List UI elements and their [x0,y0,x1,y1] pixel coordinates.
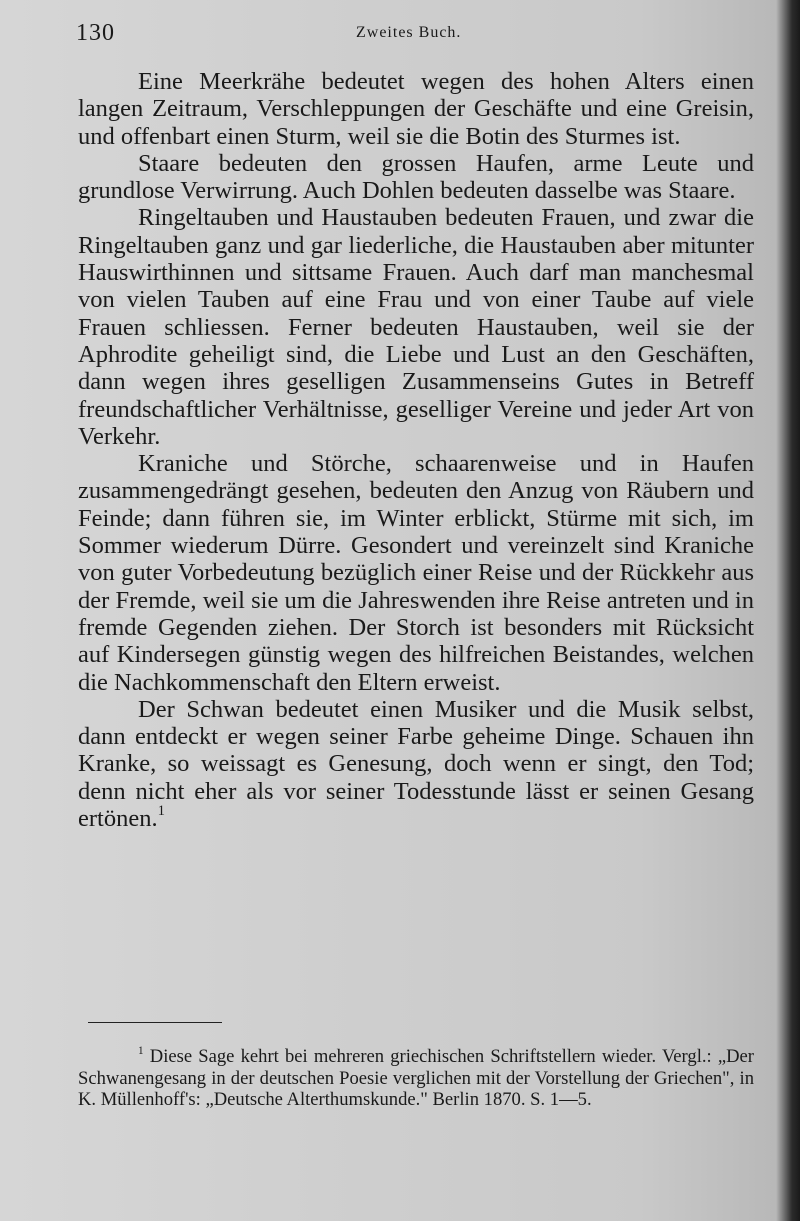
paragraph-meerkraehe: Eine Meerkrähe bedeutet wegen des hohen Alters einen langen Zeitraum, Verschleppungen der Geschäfte und eine Greisin, und offenbart einen Sturm, weil sie die Botin des Sturmes ist. [78,68,754,150]
paragraph-kraniche: Kraniche und Störche, schaarenweise und in Haufen zusammengedrängt gesehen, bedeuten den Anzug von Räubern und Feinde; dann führen sie, im Winter erblickt, Stürme mit sich, im Sommer wiederum Dürre. Gesondert und vereinzelt sind Kraniche von guter Vorbedeutung bezüglich einer Reise und der Rückkehr aus der Fremde, weil sie um die Jahreswenden ihre Reise antreten und in fremde Gegenden ziehen. Der Storch ist besonders mit Rücksicht auf Kindersegen günstig wegen des hilfreichen Beistandes, welchen die Nachkommenschaft den Eltern erweist. [78,450,754,696]
paragraph-tauben: Ringeltauben und Haustauben bedeuten Frauen, und zwar die Ringeltauben ganz und gar liederliche, die Haustauben aber mitunter Hauswirthinnen und sittsame Frauen. Auch darf man manchesmal von vielen Tauben auf eine Frau und von einer Taube auf viele Frauen schliessen. Ferner bedeuten Haustauben, weil sie der Aphrodite geheiligt sind, die Liebe und Lust an den Geschäften, dann wegen ihres geselligen Zusammenseins Gutes in Betreff freundschaftlicher Verhältnisse, geselliger Vereine und jeder Art von Verkehr. [78,204,754,450]
footnote-text: Diese Sage kehrt bei mehreren griechischen Schriftstellern wieder. Vergl.: „Der Schwanengesang in der deutschen Poesie verglichen mit der Vorstellung der Griechen", in K. Müllenhoff's: „Deutsche Alterthumskunde." Berlin 1870. S. 1—5. [78,1046,754,1110]
paragraph-schwan-text: Der Schwan bedeutet einen Musiker und die Musik selbst, dann entdeckt er wegen seiner Farbe geheime Dinge. Schauen ihn Kranke, so weissagt es Genesung, doch wenn er singt, den Tod; denn nicht eher als vor seiner Todesstunde lässt er seinen Gesang ertönen. [78,695,754,833]
body-text [78,68,754,832]
paragraph-schwan [78,696,754,832]
footnote-marker: 1 [138,1044,144,1057]
running-head: Zweites Buch. [356,24,462,41]
footnote-divider [88,1022,222,1023]
footnote-reference: 1 [157,803,165,820]
page-header [76,20,752,50]
footnote [78,1046,754,1111]
paragraph-staare: Staare bedeuten den grossen Haufen, arme Leute und grundlose Verwirrung. Auch Dohlen bedeuten dasselbe was Staare. [78,149,754,205]
page-number: 130 [76,20,115,46]
footnote-content [78,1046,754,1111]
